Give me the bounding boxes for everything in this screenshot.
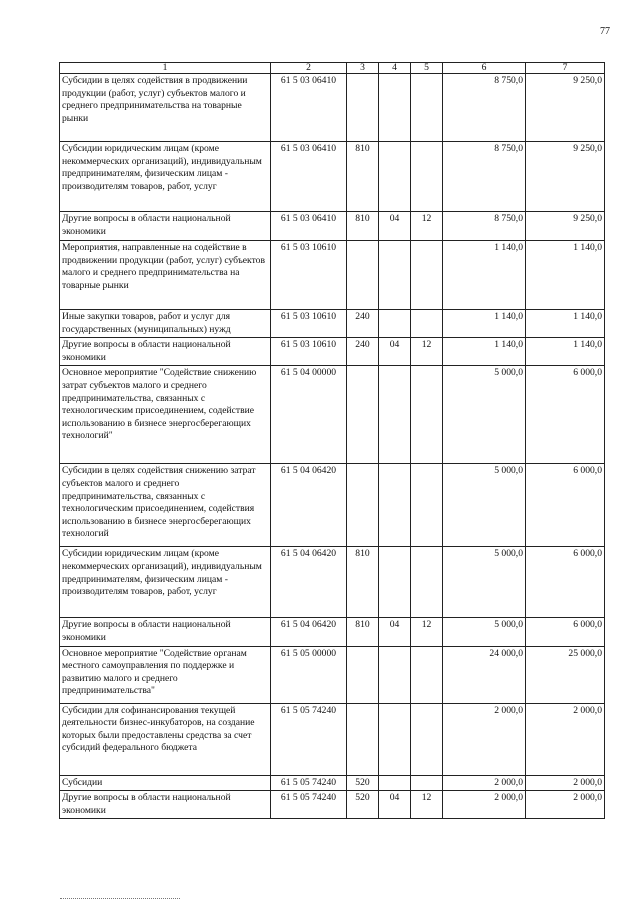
- row-name: Субсидии для софинансирования текущей деятельности бизнес-инкубаторов, на создание которых были предоставлены средства за счет субсидий федерального бюджета: [60, 703, 271, 775]
- col-header-pr: 5: [411, 63, 443, 74]
- row-pr: [411, 464, 443, 547]
- row-rz: [379, 142, 411, 212]
- row-vr: 810: [347, 212, 379, 241]
- table-row: [60, 547, 605, 618]
- row-year1: 8 750,0: [443, 142, 526, 212]
- row-code: 61 5 03 06410: [271, 142, 347, 212]
- row-vr: 810: [347, 547, 379, 618]
- table-header-row: [60, 63, 605, 74]
- row-year2: 9 250,0: [526, 74, 605, 142]
- row-pr: [411, 142, 443, 212]
- row-rz: [379, 547, 411, 618]
- row-year2: 9 250,0: [526, 142, 605, 212]
- row-year1: 8 750,0: [443, 212, 526, 241]
- table-row: [60, 366, 605, 464]
- row-year2: 2 000,0: [526, 791, 605, 819]
- row-rz: [379, 646, 411, 703]
- row-rz: 04: [379, 212, 411, 241]
- row-pr: [411, 241, 443, 310]
- row-code: 61 5 05 74240: [271, 775, 347, 791]
- row-name: Мероприятия, направленные на содействие в продвижении продукции (работ, услуг) субъектов малого и среднего предпринимательства на товарные рынки: [60, 241, 271, 310]
- row-year2: 1 140,0: [526, 241, 605, 310]
- footer-divider: [60, 898, 180, 899]
- row-name: Субсидии: [60, 775, 271, 791]
- row-pr: [411, 703, 443, 775]
- table-row: [60, 241, 605, 310]
- row-pr: [411, 775, 443, 791]
- row-vr: 240: [347, 338, 379, 366]
- row-vr: [347, 464, 379, 547]
- row-year1: 5 000,0: [443, 366, 526, 464]
- row-name: Субсидии юридическим лицам (кроме некоммерческих организаций), индивидуальным предпринимателям, физическим лицам - производителям товаров, работ, услуг: [60, 547, 271, 618]
- row-code: 61 5 03 10610: [271, 338, 347, 366]
- row-vr: 520: [347, 775, 379, 791]
- row-pr: 12: [411, 212, 443, 241]
- row-pr: [411, 646, 443, 703]
- row-year2: 25 000,0: [526, 646, 605, 703]
- table-row: [60, 212, 605, 241]
- row-year1: 1 140,0: [443, 338, 526, 366]
- row-name: Иные закупки товаров, работ и услуг для государственных (муниципальных) нужд: [60, 310, 271, 338]
- row-vr: [347, 703, 379, 775]
- row-year1: 5 000,0: [443, 618, 526, 646]
- col-header-year1: 6: [443, 63, 526, 74]
- row-code: 61 5 05 00000: [271, 646, 347, 703]
- row-pr: 12: [411, 618, 443, 646]
- row-pr: 12: [411, 338, 443, 366]
- row-year1: 1 140,0: [443, 310, 526, 338]
- row-name: Субсидии в целях содействия снижению затрат субъектов малого и среднего предпринимательства, связанных с технологическим присоединением, содействия использованию в бизнесе энергосберегающих технологий: [60, 464, 271, 547]
- row-vr: [347, 366, 379, 464]
- row-rz: [379, 464, 411, 547]
- row-name: Другие вопросы в области национальной экономики: [60, 338, 271, 366]
- table-row: [60, 74, 605, 142]
- row-year1: 8 750,0: [443, 74, 526, 142]
- row-vr: 520: [347, 791, 379, 819]
- row-code: 61 5 04 06420: [271, 464, 347, 547]
- col-header-year2: 7: [526, 63, 605, 74]
- table-row: [60, 703, 605, 775]
- row-vr: [347, 241, 379, 310]
- row-code: 61 5 03 06410: [271, 212, 347, 241]
- row-pr: [411, 366, 443, 464]
- row-year2: 2 000,0: [526, 775, 605, 791]
- row-rz: 04: [379, 618, 411, 646]
- row-year1: 5 000,0: [443, 464, 526, 547]
- row-year1: 2 000,0: [443, 703, 526, 775]
- row-code: 61 5 03 06410: [271, 74, 347, 142]
- row-year1: 1 140,0: [443, 241, 526, 310]
- row-code: 61 5 05 74240: [271, 791, 347, 819]
- row-year2: 6 000,0: [526, 618, 605, 646]
- table-row: [60, 464, 605, 547]
- row-name: Субсидии юридическим лицам (кроме некоммерческих организаций), индивидуальным предпринимателям, физическим лицам - производителям товаров, работ, услуг: [60, 142, 271, 212]
- row-rz: [379, 703, 411, 775]
- row-year2: 1 140,0: [526, 338, 605, 366]
- row-pr: [411, 547, 443, 618]
- table-row: [60, 775, 605, 791]
- row-year2: 6 000,0: [526, 464, 605, 547]
- table-row: [60, 646, 605, 703]
- row-code: 61 5 03 10610: [271, 310, 347, 338]
- col-header-rz: 4: [379, 63, 411, 74]
- row-rz: [379, 241, 411, 310]
- row-year2: 2 000,0: [526, 703, 605, 775]
- row-code: 61 5 04 00000: [271, 366, 347, 464]
- row-name: Другие вопросы в области национальной экономики: [60, 212, 271, 241]
- row-code: 61 5 04 06420: [271, 618, 347, 646]
- row-pr: 12: [411, 791, 443, 819]
- row-year2: 9 250,0: [526, 212, 605, 241]
- budget-table: [59, 62, 605, 819]
- row-name: Другие вопросы в области национальной экономики: [60, 618, 271, 646]
- table-row: [60, 791, 605, 819]
- row-code: 61 5 04 06420: [271, 547, 347, 618]
- row-rz: [379, 366, 411, 464]
- page-number: 77: [600, 26, 610, 37]
- row-rz: [379, 74, 411, 142]
- row-rz: [379, 775, 411, 791]
- col-header-code: 2: [271, 63, 347, 74]
- row-vr: [347, 74, 379, 142]
- row-code: 61 5 05 74240: [271, 703, 347, 775]
- row-name: Другие вопросы в области национальной экономики: [60, 791, 271, 819]
- row-name: Основное мероприятие "Содействие снижению затрат субъектов малого и среднего предпринимательства, связанных с технологическим присоединением, содействие использованию в бизнесе энергосберегающих технологий": [60, 366, 271, 464]
- row-year1: 5 000,0: [443, 547, 526, 618]
- row-rz: [379, 310, 411, 338]
- row-vr: 240: [347, 310, 379, 338]
- row-rz: 04: [379, 791, 411, 819]
- row-pr: [411, 74, 443, 142]
- row-vr: [347, 646, 379, 703]
- row-year2: 6 000,0: [526, 547, 605, 618]
- row-rz: 04: [379, 338, 411, 366]
- row-year1: 24 000,0: [443, 646, 526, 703]
- row-code: 61 5 03 10610: [271, 241, 347, 310]
- col-header-vr: 3: [347, 63, 379, 74]
- row-name: Основное мероприятие "Содействие органам местного самоуправления по поддержке и развитию малого и среднего предпринимательства": [60, 646, 271, 703]
- row-year1: 2 000,0: [443, 791, 526, 819]
- row-vr: 810: [347, 618, 379, 646]
- row-year2: 6 000,0: [526, 366, 605, 464]
- row-year2: 1 140,0: [526, 310, 605, 338]
- col-header-name: 1: [60, 63, 271, 74]
- table-row: [60, 618, 605, 646]
- row-year1: 2 000,0: [443, 775, 526, 791]
- table-row: [60, 142, 605, 212]
- row-pr: [411, 310, 443, 338]
- row-vr: 810: [347, 142, 379, 212]
- row-name: Субсидии в целях содействия в продвижении продукции (работ, услуг) субъектов малого и среднего предпринимательства на товарные рынки: [60, 74, 271, 142]
- table-row: [60, 338, 605, 366]
- table-row: [60, 310, 605, 338]
